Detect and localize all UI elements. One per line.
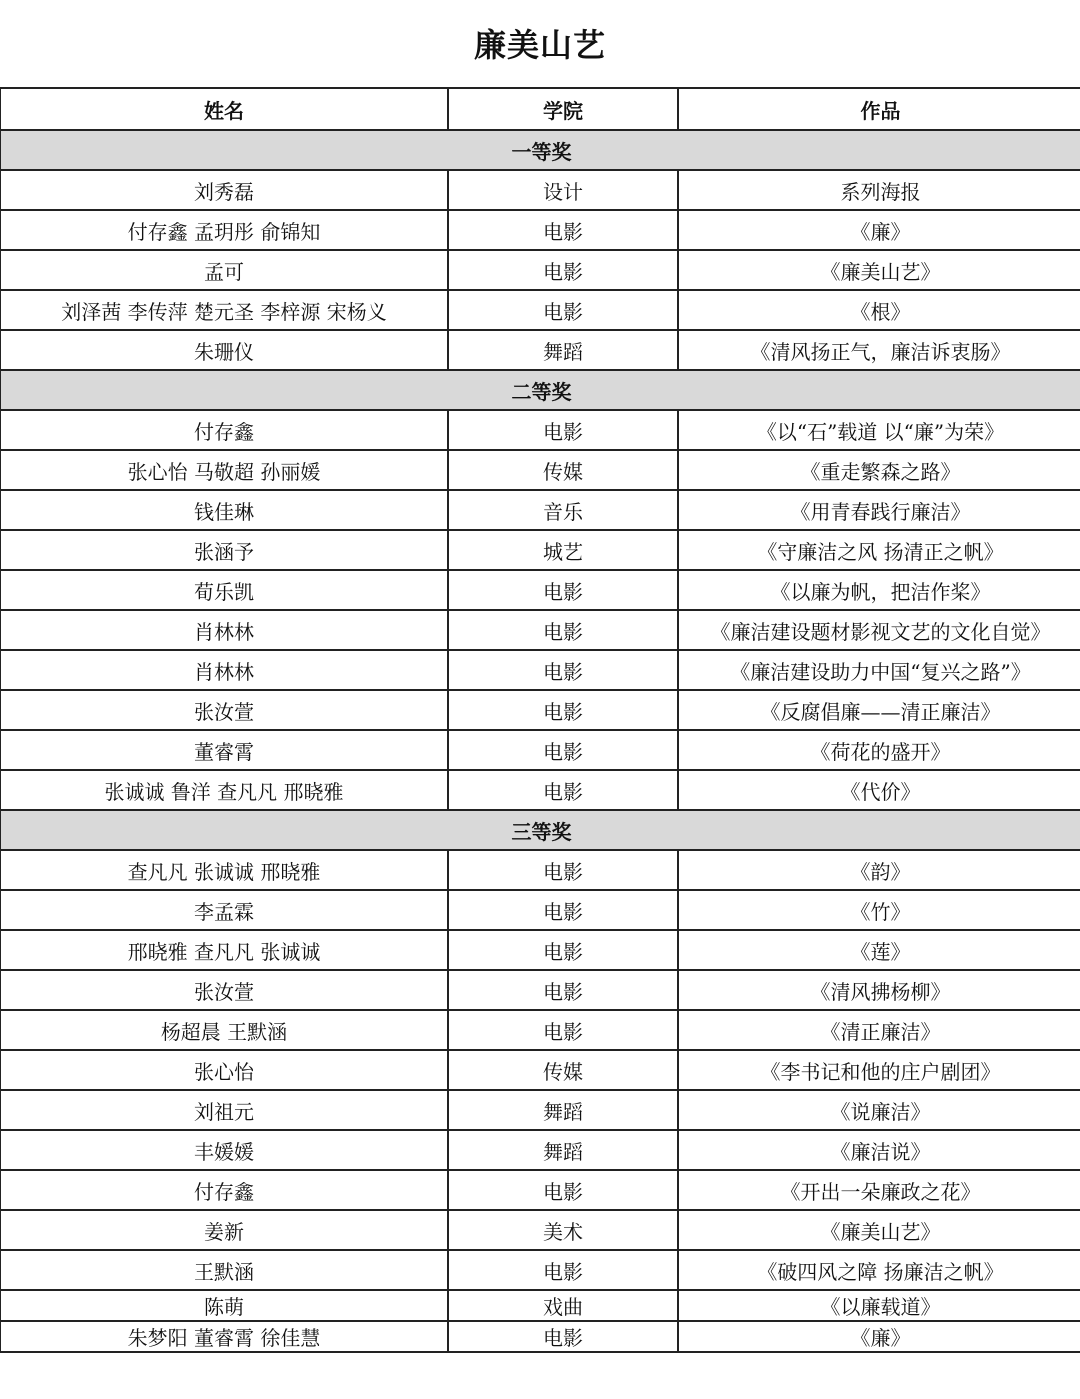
cell-school: 设计 bbox=[448, 170, 678, 210]
cell-school: 电影 bbox=[448, 1170, 678, 1210]
table-row bbox=[0, 1250, 1080, 1290]
table-row bbox=[0, 930, 1080, 970]
table-row bbox=[0, 170, 1080, 210]
awards-table bbox=[0, 87, 1080, 1353]
page-title: 廉美山艺 bbox=[473, 26, 606, 64]
cell-name: 张心怡 马敬超 孙丽媛 bbox=[0, 450, 448, 490]
cell-work: 《说廉洁》 bbox=[678, 1090, 1080, 1130]
cell-school: 电影 bbox=[448, 650, 678, 690]
table-row bbox=[0, 1210, 1080, 1250]
cell-work: 《以廉载道》 bbox=[678, 1290, 1080, 1321]
cell-name: 肖林林 bbox=[0, 650, 448, 690]
cell-name: 孟可 bbox=[0, 250, 448, 290]
cell-name: 张诚诚 鲁洋 查凡凡 邢晓雅 bbox=[0, 770, 448, 810]
table-row bbox=[0, 890, 1080, 930]
cell-name: 张心怡 bbox=[0, 1050, 448, 1090]
section-label: 一等奖 bbox=[0, 130, 1080, 170]
table-row bbox=[0, 1321, 1080, 1352]
section-row bbox=[0, 810, 1080, 850]
table-body bbox=[0, 130, 1080, 1352]
cell-work: 《破四风之障 扬廉洁之帆》 bbox=[678, 1250, 1080, 1290]
cell-work: 《廉》 bbox=[678, 210, 1080, 250]
table-row bbox=[0, 650, 1080, 690]
cell-name: 刘秀磊 bbox=[0, 170, 448, 210]
cell-name: 付存鑫 孟玥彤 俞锦知 bbox=[0, 210, 448, 250]
cell-name: 张涵予 bbox=[0, 530, 448, 570]
cell-name: 朱梦阳 董睿霄 徐佳慧 bbox=[0, 1321, 448, 1352]
table-row bbox=[0, 690, 1080, 730]
cell-work: 《韵》 bbox=[678, 850, 1080, 890]
cell-school: 电影 bbox=[448, 210, 678, 250]
table-row bbox=[0, 410, 1080, 450]
column-header-name: 姓名 bbox=[0, 88, 448, 130]
cell-work: 系列海报 bbox=[678, 170, 1080, 210]
cell-work: 《开出一朵廉政之花》 bbox=[678, 1170, 1080, 1210]
cell-name: 姜新 bbox=[0, 1210, 448, 1250]
cell-name: 董睿霄 bbox=[0, 730, 448, 770]
cell-work: 《清风拂杨柳》 bbox=[678, 970, 1080, 1010]
cell-name: 付存鑫 bbox=[0, 410, 448, 450]
table-row bbox=[0, 1050, 1080, 1090]
table-row bbox=[0, 570, 1080, 610]
cell-school: 音乐 bbox=[448, 490, 678, 530]
table-row bbox=[0, 250, 1080, 290]
cell-work: 《代价》 bbox=[678, 770, 1080, 810]
cell-name: 刘泽茜 李传萍 楚元圣 李梓源 宋杨义 bbox=[0, 290, 448, 330]
cell-school: 电影 bbox=[448, 290, 678, 330]
table-row bbox=[0, 330, 1080, 370]
cell-work: 《廉》 bbox=[678, 1321, 1080, 1352]
cell-school: 传媒 bbox=[448, 450, 678, 490]
cell-work: 《清风扬正气，廉洁诉衷肠》 bbox=[678, 330, 1080, 370]
cell-school: 电影 bbox=[448, 730, 678, 770]
cell-name: 肖林林 bbox=[0, 610, 448, 650]
table-row bbox=[0, 610, 1080, 650]
cell-work: 《竹》 bbox=[678, 890, 1080, 930]
table-row bbox=[0, 1170, 1080, 1210]
cell-work: 《以“石”载道 以“廉”为荣》 bbox=[678, 410, 1080, 450]
cell-name: 朱珊仪 bbox=[0, 330, 448, 370]
cell-school: 舞蹈 bbox=[448, 1130, 678, 1170]
cell-name: 付存鑫 bbox=[0, 1170, 448, 1210]
cell-work: 《重走繁森之路》 bbox=[678, 450, 1080, 490]
cell-work: 《廉美山艺》 bbox=[678, 250, 1080, 290]
cell-name: 荀乐凯 bbox=[0, 570, 448, 610]
cell-work: 《根》 bbox=[678, 290, 1080, 330]
cell-name: 查凡凡 张诚诚 邢晓雅 bbox=[0, 850, 448, 890]
cell-school: 电影 bbox=[448, 250, 678, 290]
cell-school: 电影 bbox=[448, 410, 678, 450]
column-header-school: 学院 bbox=[448, 88, 678, 130]
cell-name: 王默涵 bbox=[0, 1250, 448, 1290]
table-row bbox=[0, 970, 1080, 1010]
section-row bbox=[0, 130, 1080, 170]
section-row bbox=[0, 370, 1080, 410]
cell-work: 《廉美山艺》 bbox=[678, 1210, 1080, 1250]
section-label: 二等奖 bbox=[0, 370, 1080, 410]
cell-school: 电影 bbox=[448, 770, 678, 810]
cell-name: 丰媛媛 bbox=[0, 1130, 448, 1170]
table-row bbox=[0, 290, 1080, 330]
cell-work: 《守廉洁之风 扬清正之帆》 bbox=[678, 530, 1080, 570]
header-row bbox=[0, 88, 1080, 130]
column-header-work: 作品 bbox=[678, 88, 1080, 130]
cell-work: 《荷花的盛开》 bbox=[678, 730, 1080, 770]
cell-work: 《廉洁建设题材影视文艺的文化自觉》 bbox=[678, 610, 1080, 650]
table-row bbox=[0, 210, 1080, 250]
section-label: 三等奖 bbox=[0, 810, 1080, 850]
cell-name: 张汝萱 bbox=[0, 690, 448, 730]
table-row bbox=[0, 450, 1080, 490]
cell-school: 美术 bbox=[448, 1210, 678, 1250]
cell-name: 杨超晨 王默涵 bbox=[0, 1010, 448, 1050]
cell-school: 电影 bbox=[448, 1321, 678, 1352]
cell-work: 《用青春践行廉洁》 bbox=[678, 490, 1080, 530]
cell-school: 电影 bbox=[448, 970, 678, 1010]
cell-school: 电影 bbox=[448, 570, 678, 610]
cell-name: 钱佳琳 bbox=[0, 490, 448, 530]
cell-school: 电影 bbox=[448, 610, 678, 650]
table-row bbox=[0, 1290, 1080, 1321]
table-row bbox=[0, 850, 1080, 890]
table-row bbox=[0, 730, 1080, 770]
cell-school: 电影 bbox=[448, 1250, 678, 1290]
cell-name: 邢晓雅 查凡凡 张诚诚 bbox=[0, 930, 448, 970]
cell-name: 李孟霖 bbox=[0, 890, 448, 930]
cell-school: 电影 bbox=[448, 930, 678, 970]
cell-school: 城艺 bbox=[448, 530, 678, 570]
cell-work: 《清正廉洁》 bbox=[678, 1010, 1080, 1050]
table-row bbox=[0, 1010, 1080, 1050]
table-row bbox=[0, 530, 1080, 570]
cell-name: 刘祖元 bbox=[0, 1090, 448, 1130]
cell-work: 《莲》 bbox=[678, 930, 1080, 970]
cell-name: 陈萌 bbox=[0, 1290, 448, 1321]
table-row bbox=[0, 1090, 1080, 1130]
cell-school: 电影 bbox=[448, 850, 678, 890]
cell-school: 传媒 bbox=[448, 1050, 678, 1090]
cell-school: 舞蹈 bbox=[448, 330, 678, 370]
cell-work: 《以廉为帆，把洁作桨》 bbox=[678, 570, 1080, 610]
cell-school: 电影 bbox=[448, 890, 678, 930]
table-row bbox=[0, 1130, 1080, 1170]
cell-work: 《反腐倡廉——清正廉洁》 bbox=[678, 690, 1080, 730]
table-row bbox=[0, 490, 1080, 530]
table-row bbox=[0, 770, 1080, 810]
cell-work: 《廉洁说》 bbox=[678, 1130, 1080, 1170]
cell-work: 《廉洁建设助力中国“复兴之路”》 bbox=[678, 650, 1080, 690]
cell-school: 电影 bbox=[448, 1010, 678, 1050]
cell-school: 电影 bbox=[448, 690, 678, 730]
cell-school: 舞蹈 bbox=[448, 1090, 678, 1130]
cell-name: 张汝萱 bbox=[0, 970, 448, 1010]
cell-work: 《李书记和他的庄户剧团》 bbox=[678, 1050, 1080, 1090]
cell-school: 戏曲 bbox=[448, 1290, 678, 1321]
